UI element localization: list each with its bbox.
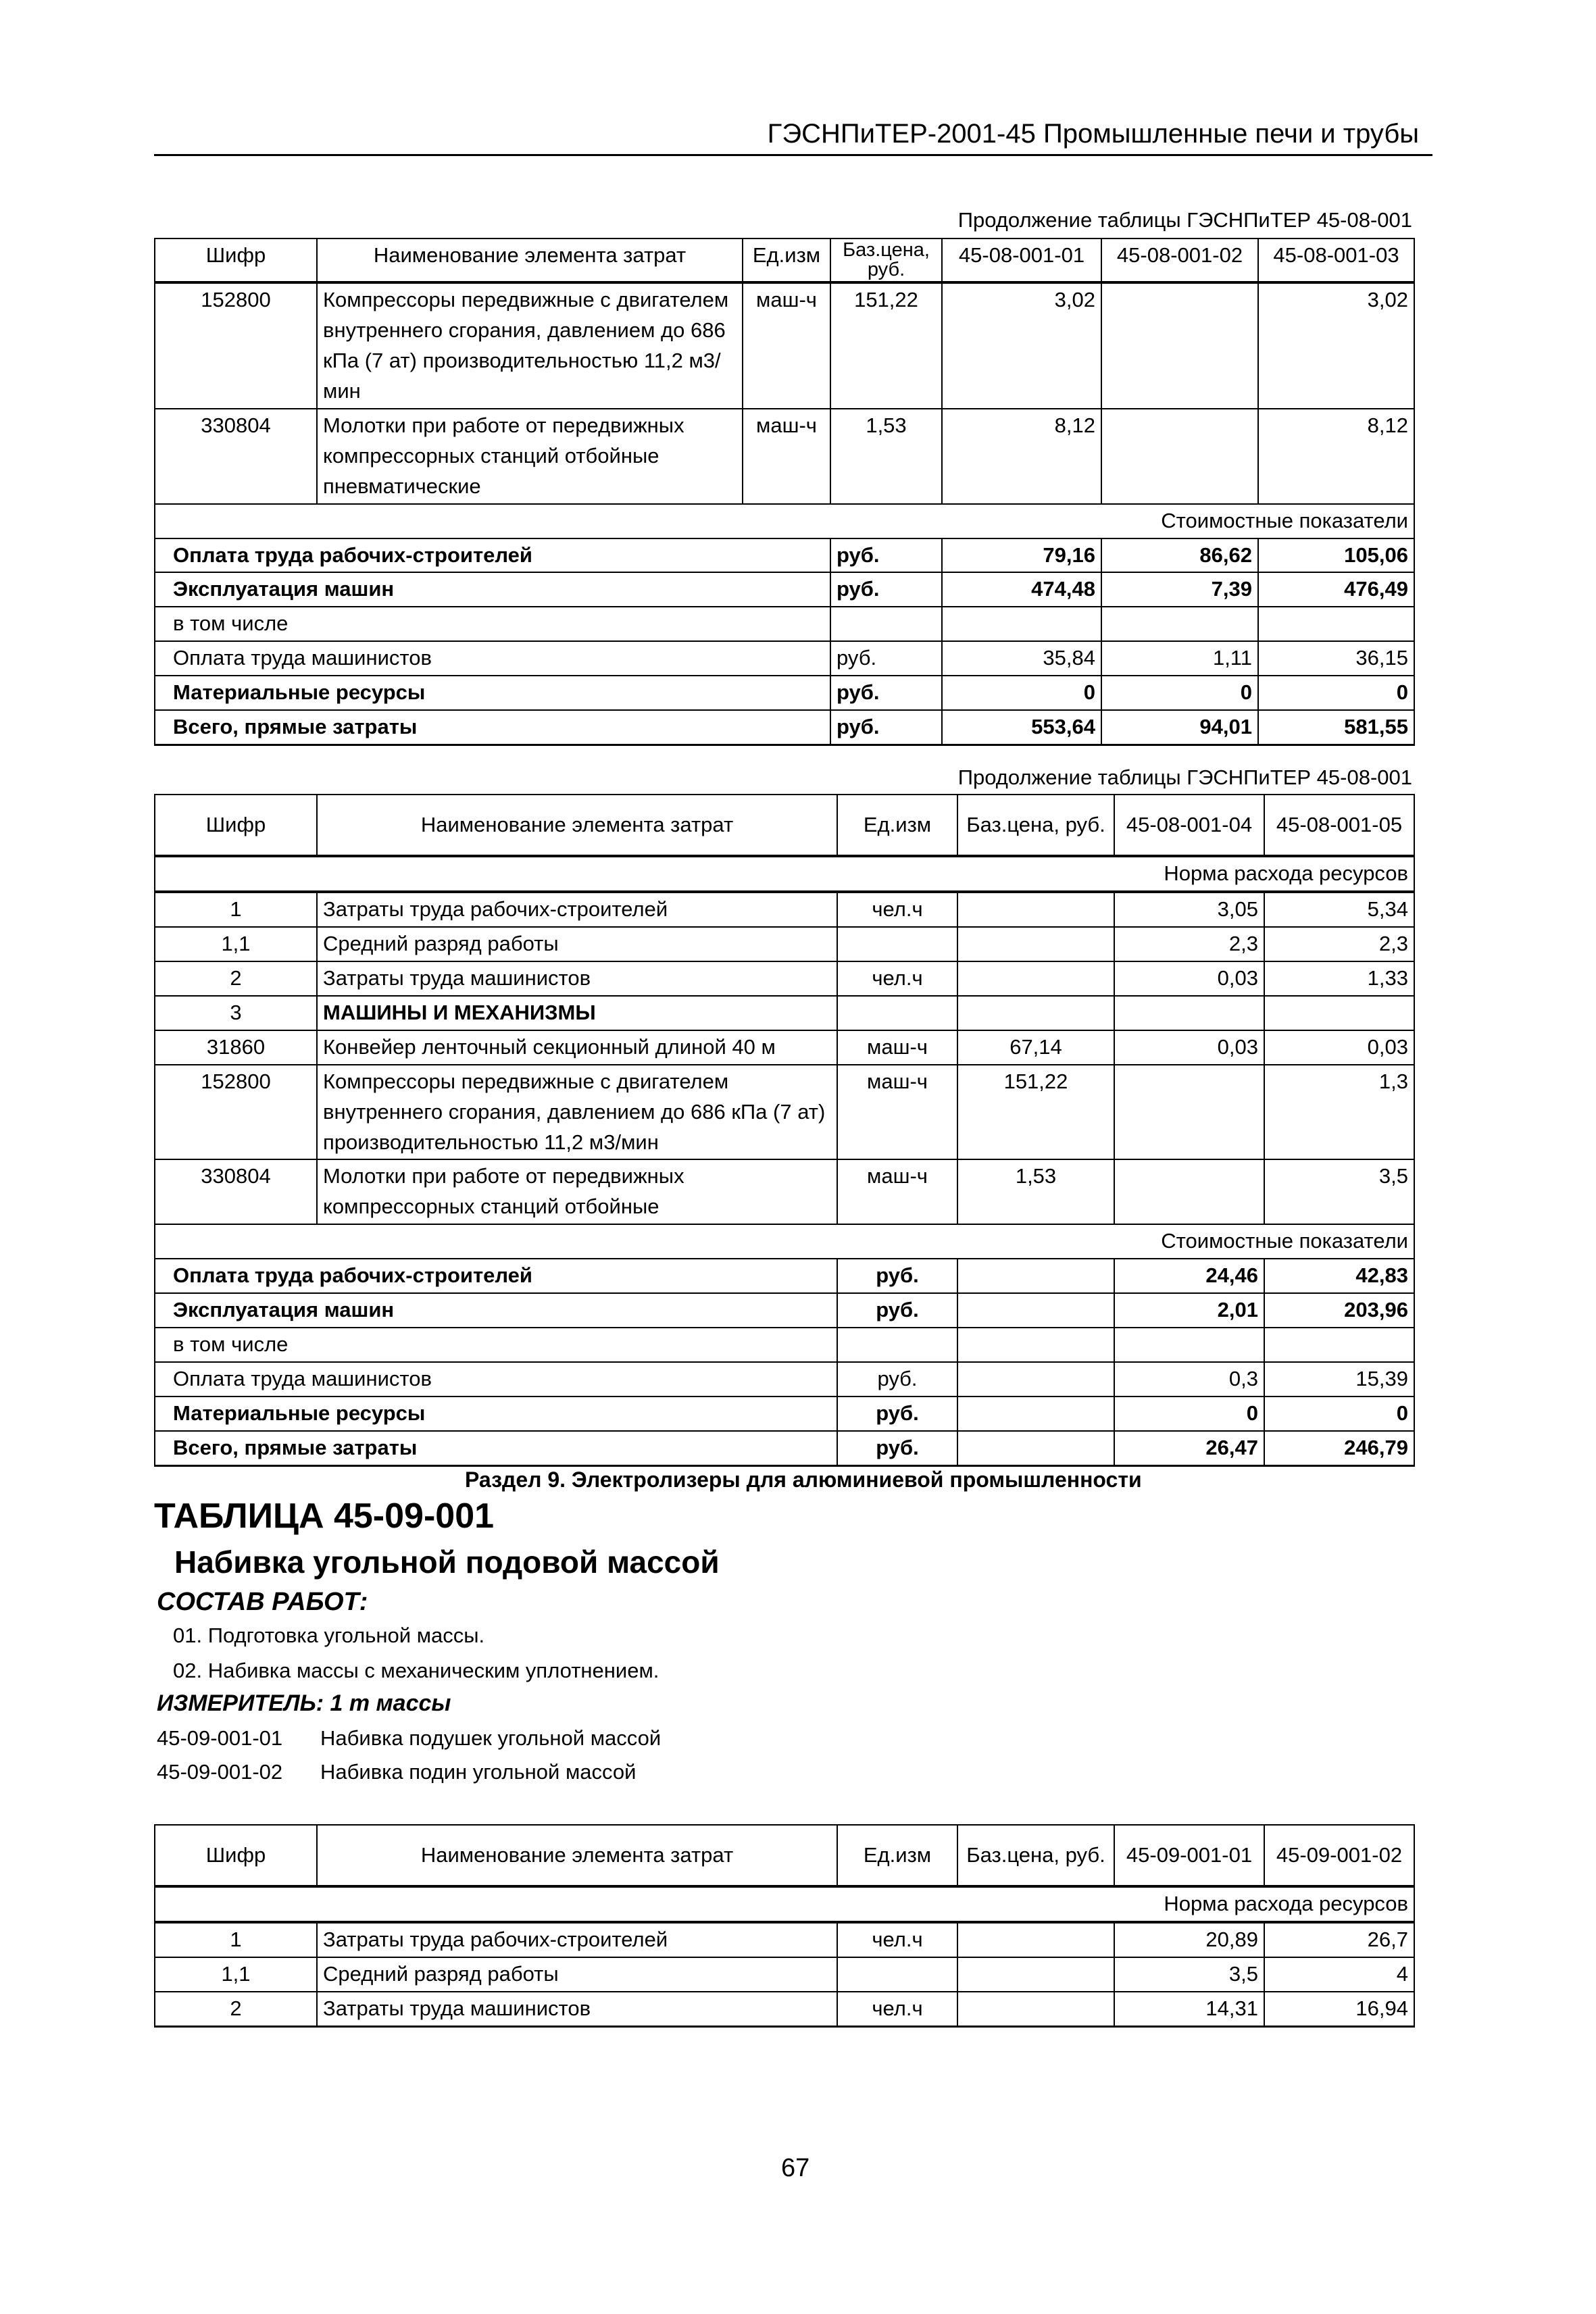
cell-value (1114, 1065, 1264, 1160)
cell-unit: чел.ч (837, 1992, 957, 2026)
cell-price (957, 927, 1114, 961)
cell-code: 152800 (155, 282, 317, 409)
section-row (155, 504, 1414, 538)
cell-code: 2 (155, 1992, 317, 2026)
table-1 (154, 238, 1415, 746)
cell-name: Средний разряд работы (317, 1957, 837, 1992)
cell-price: 151,22 (830, 282, 942, 409)
cell-name: Конвейер ленточный секционный длиной 40 м (317, 1030, 837, 1065)
cell-price: 67,14 (957, 1030, 1114, 1065)
cell-value: 1,33 (1264, 961, 1414, 996)
table-row (155, 996, 1414, 1030)
cost-unit (830, 607, 942, 641)
cell-value: 20,89 (1114, 1922, 1264, 1957)
cost-unit: руб. (837, 1397, 957, 1431)
cost-value: 79,16 (942, 538, 1101, 573)
cell-unit: маш-ч (837, 1159, 957, 1224)
column-header: 45-09-001-01 (1114, 1825, 1264, 1886)
cost-name: Оплата труда рабочих-строителей (155, 538, 830, 573)
cell-code: 1 (155, 892, 317, 927)
cell-price: 1,53 (957, 1159, 1114, 1224)
cost-name: Оплата труда машинистов (155, 1362, 837, 1397)
cost-value: 476,49 (1258, 572, 1414, 607)
cost-unit: руб. (830, 641, 942, 676)
cost-name: в том числе (155, 607, 830, 641)
cell-price (957, 996, 1114, 1030)
cell-code: 1,1 (155, 1957, 317, 1992)
cell-code: 152800 (155, 1065, 317, 1160)
column-header: Ед.изм (743, 238, 830, 282)
cost-row (155, 538, 1414, 573)
izmeritel-label: ИЗМЕРИТЕЛЬ: 1 т массы (157, 1690, 451, 1716)
table-row (155, 892, 1414, 927)
cell-name: Молотки при работе от передвижных компрессорных станций отбойные (317, 1159, 837, 1224)
cost-empty (957, 1362, 1114, 1397)
column-header: Шифр (155, 238, 317, 282)
page-number: 67 (781, 2154, 810, 2182)
cost-value (1264, 1328, 1414, 1362)
cost-value: 7,39 (1101, 572, 1258, 607)
cell-unit: маш-ч (837, 1030, 957, 1065)
cost-value: 0 (1114, 1397, 1264, 1431)
cost-unit: руб. (830, 676, 942, 710)
cost-row (155, 1431, 1414, 1465)
cell-unit: чел.ч (837, 1922, 957, 1957)
cost-name: Оплата труда рабочих-строителей (155, 1259, 837, 1293)
cost-empty (957, 1328, 1114, 1362)
cell-value (1114, 996, 1264, 1030)
cell-value: 8,12 (942, 409, 1101, 504)
cell-price: 1,53 (830, 409, 942, 504)
table-row (155, 1159, 1414, 1224)
cell-price (957, 1957, 1114, 1992)
cell-price (957, 892, 1114, 927)
table-subtitle: Набивка угольной подовой массой (174, 1544, 720, 1580)
cost-value: 1,11 (1101, 641, 1258, 676)
code-2-text: Набивка подин угольной массой (320, 1760, 637, 1784)
cell-code: 3 (155, 996, 317, 1030)
cost-value: 86,62 (1101, 538, 1258, 573)
cost-value (942, 607, 1101, 641)
cell-value (1114, 1159, 1264, 1224)
cost-value: 0 (1101, 676, 1258, 710)
cost-row (155, 710, 1414, 745)
table-row (155, 1957, 1414, 1992)
cost-name: Эксплуатация машин (155, 572, 830, 607)
cost-value: 0 (1264, 1397, 1414, 1431)
column-header: Баз.цена, руб. (830, 238, 942, 282)
cost-value: 0 (1258, 676, 1414, 710)
column-header: Наименование элемента затрат (317, 795, 837, 856)
cell-value: 0,03 (1264, 1030, 1414, 1065)
cell-value: 3,5 (1114, 1957, 1264, 1992)
code-1: 45-09-001-01 (157, 1726, 283, 1750)
cost-value: 553,64 (942, 710, 1101, 745)
cost-name: Оплата труда машинистов (155, 641, 830, 676)
cost-unit: руб. (837, 1431, 957, 1465)
cell-unit: маш-ч (743, 282, 830, 409)
cell-value: 1,3 (1264, 1065, 1414, 1160)
column-header: Шифр (155, 795, 317, 856)
cost-empty (957, 1293, 1114, 1328)
column-header: Баз.цена, руб. (957, 1825, 1114, 1886)
cell-unit: маш-ч (837, 1065, 957, 1160)
cell-name: Компрессоры передвижные с двигателем внутреннего сгорания, давлением до 686 кПа (7 ат) производительностью 11,2 м3/мин (317, 282, 743, 409)
cost-value: 94,01 (1101, 710, 1258, 745)
cell-name: Затраты труда рабочих-строителей (317, 892, 837, 927)
cost-row (155, 1259, 1414, 1293)
cell-code: 330804 (155, 1159, 317, 1224)
cell-value: 3,02 (1258, 282, 1414, 409)
cell-name: Компрессоры передвижные с двигателем внутреннего сгорания, давлением до 686 кПа (7 ат) производительностью 11,2 м3/мин (317, 1065, 837, 1160)
column-header: 45-08-001-04 (1114, 795, 1264, 856)
table-header-row (155, 795, 1414, 856)
cell-name: Затраты труда рабочих-строителей (317, 1922, 837, 1957)
cost-name: Всего, прямые затраты (155, 710, 830, 745)
table-2 (154, 794, 1415, 1467)
cell-price: 151,22 (957, 1065, 1114, 1160)
table-row (155, 1922, 1414, 1957)
cost-value: 15,39 (1264, 1362, 1414, 1397)
cell-value: 26,7 (1264, 1922, 1414, 1957)
cost-unit: руб. (837, 1259, 957, 1293)
cost-row (155, 572, 1414, 607)
cell-value: 16,94 (1264, 1992, 1414, 2026)
cost-value (1258, 607, 1414, 641)
cost-empty (957, 1397, 1114, 1431)
cost-name: Эксплуатация машин (155, 1293, 837, 1328)
cell-value: 0,03 (1114, 1030, 1264, 1065)
cell-unit: чел.ч (837, 961, 957, 996)
cell-value: 3,5 (1264, 1159, 1414, 1224)
table-row (155, 1030, 1414, 1065)
section-label: Норма расхода ресурсов (155, 856, 1414, 892)
cost-value: 0,3 (1114, 1362, 1264, 1397)
column-header: 45-08-001-05 (1264, 795, 1414, 856)
cost-row (155, 1328, 1414, 1362)
sostav-label: СОСТАВ РАБОТ: (157, 1588, 368, 1616)
cost-empty (957, 1259, 1114, 1293)
cell-value: 2,3 (1114, 927, 1264, 961)
cost-row (155, 1362, 1414, 1397)
cost-name: Всего, прямые затраты (155, 1431, 837, 1465)
column-header: 45-09-001-02 (1264, 1825, 1414, 1886)
cost-value: 42,83 (1264, 1259, 1414, 1293)
table-title: ТАБЛИЦА 45-09-001 (154, 1496, 495, 1536)
cell-name: Средний разряд работы (317, 927, 837, 961)
cost-value: 474,48 (942, 572, 1101, 607)
table-row (155, 1992, 1414, 2026)
cell-value: 0,03 (1114, 961, 1264, 996)
cell-unit: маш-ч (743, 409, 830, 504)
table-row (155, 927, 1414, 961)
column-header: Наименование элемента затрат (317, 1825, 837, 1886)
table-row (155, 1065, 1414, 1160)
table-header-row (155, 1825, 1414, 1886)
cell-value: 14,31 (1114, 1992, 1264, 2026)
column-header: 45-08-001-01 (942, 238, 1101, 282)
table-row (155, 961, 1414, 996)
code-1-text: Набивка подушек угольной массой (320, 1726, 662, 1750)
cell-value: 4 (1264, 1957, 1414, 1992)
section-row (155, 856, 1414, 892)
table-row (155, 282, 1414, 409)
column-header: 45-08-001-03 (1258, 238, 1414, 282)
cost-row (155, 676, 1414, 710)
cell-code: 330804 (155, 409, 317, 504)
page-header: ГЭСНПиТЕР-2001-45 Промышленные печи и трубы (767, 119, 1419, 149)
cell-unit (837, 927, 957, 961)
cost-empty (957, 1431, 1114, 1465)
cell-unit (837, 996, 957, 1030)
table-3 (154, 1824, 1415, 2028)
cost-value: 0 (942, 676, 1101, 710)
cell-name: Затраты труда машинистов (317, 961, 837, 996)
cost-unit: руб. (830, 538, 942, 573)
cell-unit (837, 1957, 957, 1992)
cost-value: 203,96 (1264, 1293, 1414, 1328)
table-row (155, 409, 1414, 504)
cost-value: 35,84 (942, 641, 1101, 676)
work-item-2: 02. Набивка массы с механическим уплотнением. (173, 1659, 659, 1682)
table2-caption: Продолжение таблицы ГЭСНПиТЕР 45-08-001 (957, 765, 1412, 789)
work-item-1: 01. Подготовка угольной массы. (173, 1624, 485, 1647)
cell-name: Затраты труда машинистов (317, 1992, 837, 2026)
cost-unit: руб. (830, 572, 942, 607)
cost-value: 26,47 (1114, 1431, 1264, 1465)
cost-name: Материальные ресурсы (155, 676, 830, 710)
column-header: Баз.цена, руб. (957, 795, 1114, 856)
cell-value (1101, 409, 1258, 504)
cell-code: 31860 (155, 1030, 317, 1065)
column-header: Ед.изм (837, 795, 957, 856)
cell-price (957, 961, 1114, 996)
cell-unit: чел.ч (837, 892, 957, 927)
cost-value: 36,15 (1258, 641, 1414, 676)
column-header: Наименование элемента затрат (317, 238, 743, 282)
cost-row (155, 641, 1414, 676)
section-row (155, 1886, 1414, 1922)
cost-unit: руб. (837, 1362, 957, 1397)
cell-name: Молотки при работе от передвижных компрессорных станций отбойные пневматические (317, 409, 743, 504)
cell-value: 8,12 (1258, 409, 1414, 504)
section-label: Норма расхода ресурсов (155, 1886, 1414, 1922)
column-header: Шифр (155, 1825, 317, 1886)
cell-name: МАШИНЫ И МЕХАНИЗМЫ (317, 996, 837, 1030)
cell-value: 3,02 (942, 282, 1101, 409)
cell-value: 2,3 (1264, 927, 1414, 961)
header-rule (154, 154, 1432, 156)
cost-value: 2,01 (1114, 1293, 1264, 1328)
column-header: Ед.изм (837, 1825, 957, 1886)
cell-value (1101, 282, 1258, 409)
cost-unit (837, 1328, 957, 1362)
table-header-row (155, 238, 1414, 282)
cost-unit: руб. (830, 710, 942, 745)
cell-value (1264, 996, 1414, 1030)
cost-unit: руб. (837, 1293, 957, 1328)
cost-value: 24,46 (1114, 1259, 1264, 1293)
cell-code: 2 (155, 961, 317, 996)
cost-row (155, 607, 1414, 641)
code-2: 45-09-001-02 (157, 1760, 283, 1784)
cost-row (155, 1397, 1414, 1431)
cell-value: 3,05 (1114, 892, 1264, 927)
cost-name: в том числе (155, 1328, 837, 1362)
column-header: 45-08-001-02 (1101, 238, 1258, 282)
cost-value: 105,06 (1258, 538, 1414, 573)
section-label: Стоимостные показатели (155, 1224, 1414, 1259)
section-row (155, 1224, 1414, 1259)
cell-code: 1,1 (155, 927, 317, 961)
cost-name: Материальные ресурсы (155, 1397, 837, 1431)
cost-value (1114, 1328, 1264, 1362)
cost-value: 246,79 (1264, 1431, 1414, 1465)
section-title: Раздел 9. Электролизеры для алюминиевой промышленности (465, 1467, 1142, 1492)
cell-price (957, 1922, 1114, 1957)
cost-row (155, 1293, 1414, 1328)
cell-code: 1 (155, 1922, 317, 1957)
cost-value (1101, 607, 1258, 641)
cost-value: 581,55 (1258, 710, 1414, 745)
table1-caption: Продолжение таблицы ГЭСНПиТЕР 45-08-001 (957, 208, 1412, 232)
section-label: Стоимостные показатели (155, 504, 1414, 538)
cell-price (957, 1992, 1114, 2026)
cell-value: 5,34 (1264, 892, 1414, 927)
